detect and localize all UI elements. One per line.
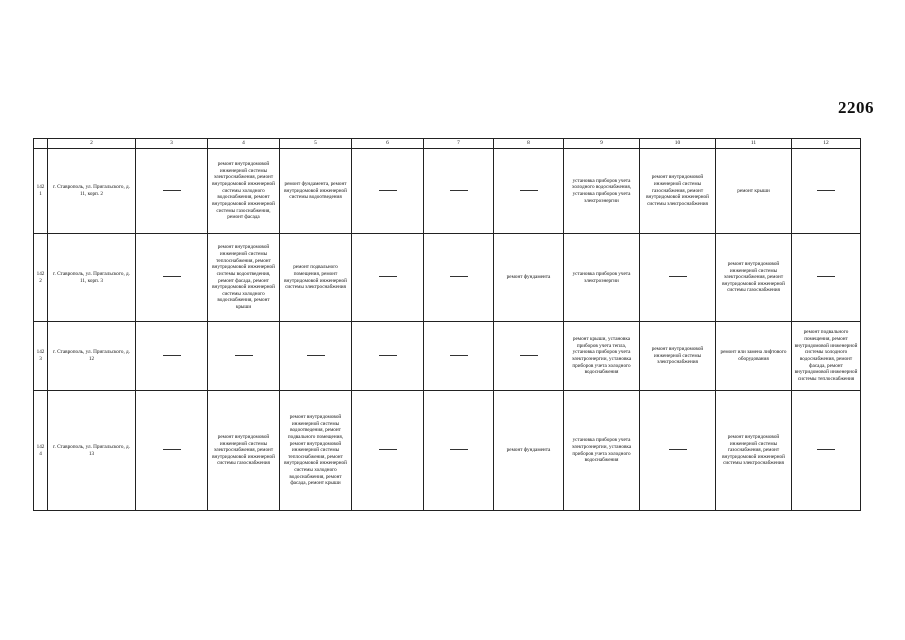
empty-dash (669, 449, 687, 450)
empty-dash (163, 276, 181, 277)
works-cell (136, 149, 208, 234)
works-cell (136, 391, 208, 511)
table-row (34, 391, 861, 511)
empty-dash (817, 276, 835, 277)
works-cell (424, 234, 494, 322)
header-cell: 12 (792, 139, 861, 149)
works-cell: ремонт фундамента (494, 391, 564, 511)
works-cell: ремонт крыши (716, 149, 792, 234)
works-cell: ремонт подвального помещения, ремонт внутридомовой инженерной системы электроснабжения (280, 234, 352, 322)
works-cell: ремонт внутридомовой инженерной системы газоснабжения, ремонт внутридомовой инженерной системы электроснабжения (640, 149, 716, 234)
works-cell (424, 322, 494, 391)
header-cell: 11 (716, 139, 792, 149)
row-number: 1421 (34, 149, 48, 234)
works-cell: ремонт внутридомовой инженерной системы электроснабжения, ремонт внутридомовой инженерной системы газоснабжения (208, 391, 280, 511)
empty-dash (817, 190, 835, 191)
empty-dash (450, 276, 468, 277)
empty-dash (379, 276, 397, 277)
empty-dash (379, 355, 397, 356)
works-cell: ремонт крыши, установка приборов учета тепла, установка приборов учета электроэнергии, установка приборов учета холодного водоснабжения (564, 322, 640, 391)
row-number: 1422 (34, 234, 48, 322)
works-cell (494, 322, 564, 391)
header-cell: 3 (136, 139, 208, 149)
table-row (34, 322, 861, 391)
works-cell: ремонт внутридомовой инженерной системы теплоснабжения, ремонт внутридомовой инженерной системы водоотведения, ремонт фасада, ремонт внутридомовой инженерной системы холодного водоснабжения, ремонт крыши (208, 234, 280, 322)
address-cell: г. Ставрополь, ул. Пригальского, д. 11, корп. 2 (48, 149, 136, 234)
header-cell (34, 139, 48, 149)
works-cell: ремонт фундамента, ремонт внутридомовой инженерной системы водоотведения (280, 149, 352, 234)
header-cell: 4 (208, 139, 280, 149)
empty-dash (450, 190, 468, 191)
empty-dash (669, 276, 687, 277)
works-cell (424, 391, 494, 511)
works-cell (792, 234, 861, 322)
empty-dash (450, 355, 468, 356)
works-cell (640, 391, 716, 511)
works-cell: ремонт внутридомовой инженерной системы водоотведения, ремонт подвального помещения, ремонт внутридомовой инженерной системы теплоснабжения, ремонт внутридомовой инженерной системы холодного водоснабжения, ремонт фасада, ремонт крыши (280, 391, 352, 511)
works-cell (352, 391, 424, 511)
works-cell: установка приборов учета холодного водоснабжения, установка приборов учета электроэнергии (564, 149, 640, 234)
header-cell: 8 (494, 139, 564, 149)
works-cell: установка приборов учета электроэнергии (564, 234, 640, 322)
empty-dash (307, 355, 325, 356)
works-cell: ремонт внутридомовой инженерной системы электроснабжения, ремонт внутридомовой инженерной системы холодного водоснабжения, ремонт внутридомовой инженерной системы газоснабжения, ремонт фасада (208, 149, 280, 234)
empty-dash (520, 190, 538, 191)
row-number: 1423 (34, 322, 48, 391)
header-cell: 2 (48, 139, 136, 149)
works-cell (280, 322, 352, 391)
works-cell: ремонт внутридомовой инженерной системы электроснабжения (640, 322, 716, 391)
column-number-header-row (34, 139, 861, 149)
header-cell: 6 (352, 139, 424, 149)
works-cell: ремонт подвального помещения, ремонт внутридомовой инженерной системы холодного водоснабжения, ремонт фасада, ремонт внутридомовой инженерной системы теплоснабжения (792, 322, 861, 391)
works-cell (424, 149, 494, 234)
works-cell: ремонт фундамента (494, 234, 564, 322)
table-row (34, 149, 861, 234)
empty-dash (163, 449, 181, 450)
header-cell: 10 (640, 139, 716, 149)
row-number: 1424 (34, 391, 48, 511)
works-cell: ремонт внутридомовой инженерной системы электроснабжения, ремонт внутридомовой инженерной системы газоснабжения (716, 234, 792, 322)
empty-dash (450, 449, 468, 450)
header-cell: 7 (424, 139, 494, 149)
header-cell: 5 (280, 139, 352, 149)
works-cell (792, 149, 861, 234)
empty-dash (163, 355, 181, 356)
empty-dash (379, 190, 397, 191)
header-cell: 9 (564, 139, 640, 149)
address-cell: г. Ставрополь, ул. Пригальского, д. 12 (48, 322, 136, 391)
page-number: 2206 (838, 98, 874, 117)
table-row (34, 234, 861, 322)
empty-dash (163, 190, 181, 191)
works-cell: установка приборов учета электроэнергии, установка приборов учета холодного водоснабжения (564, 391, 640, 511)
works-cell: ремонт внутридомовой инженерной системы газоснабжения, ремонт внутридомовой инженерной системы электроснабжения (716, 391, 792, 511)
repair-schedule-table (33, 138, 861, 511)
empty-dash (520, 355, 538, 356)
works-cell (136, 322, 208, 391)
works-cell (352, 234, 424, 322)
empty-dash (235, 355, 253, 356)
works-cell (792, 391, 861, 511)
address-cell: г. Ставрополь, ул. Пригальского, д. 11, корп. 3 (48, 234, 136, 322)
works-cell (352, 322, 424, 391)
works-cell (494, 149, 564, 234)
address-cell: г. Ставрополь, ул. Пригальского, д. 13 (48, 391, 136, 511)
works-cell (352, 149, 424, 234)
empty-dash (817, 449, 835, 450)
works-cell: ремонт или замена лифтового оборудования (716, 322, 792, 391)
empty-dash (379, 449, 397, 450)
works-cell (208, 322, 280, 391)
works-cell (640, 234, 716, 322)
works-cell (136, 234, 208, 322)
